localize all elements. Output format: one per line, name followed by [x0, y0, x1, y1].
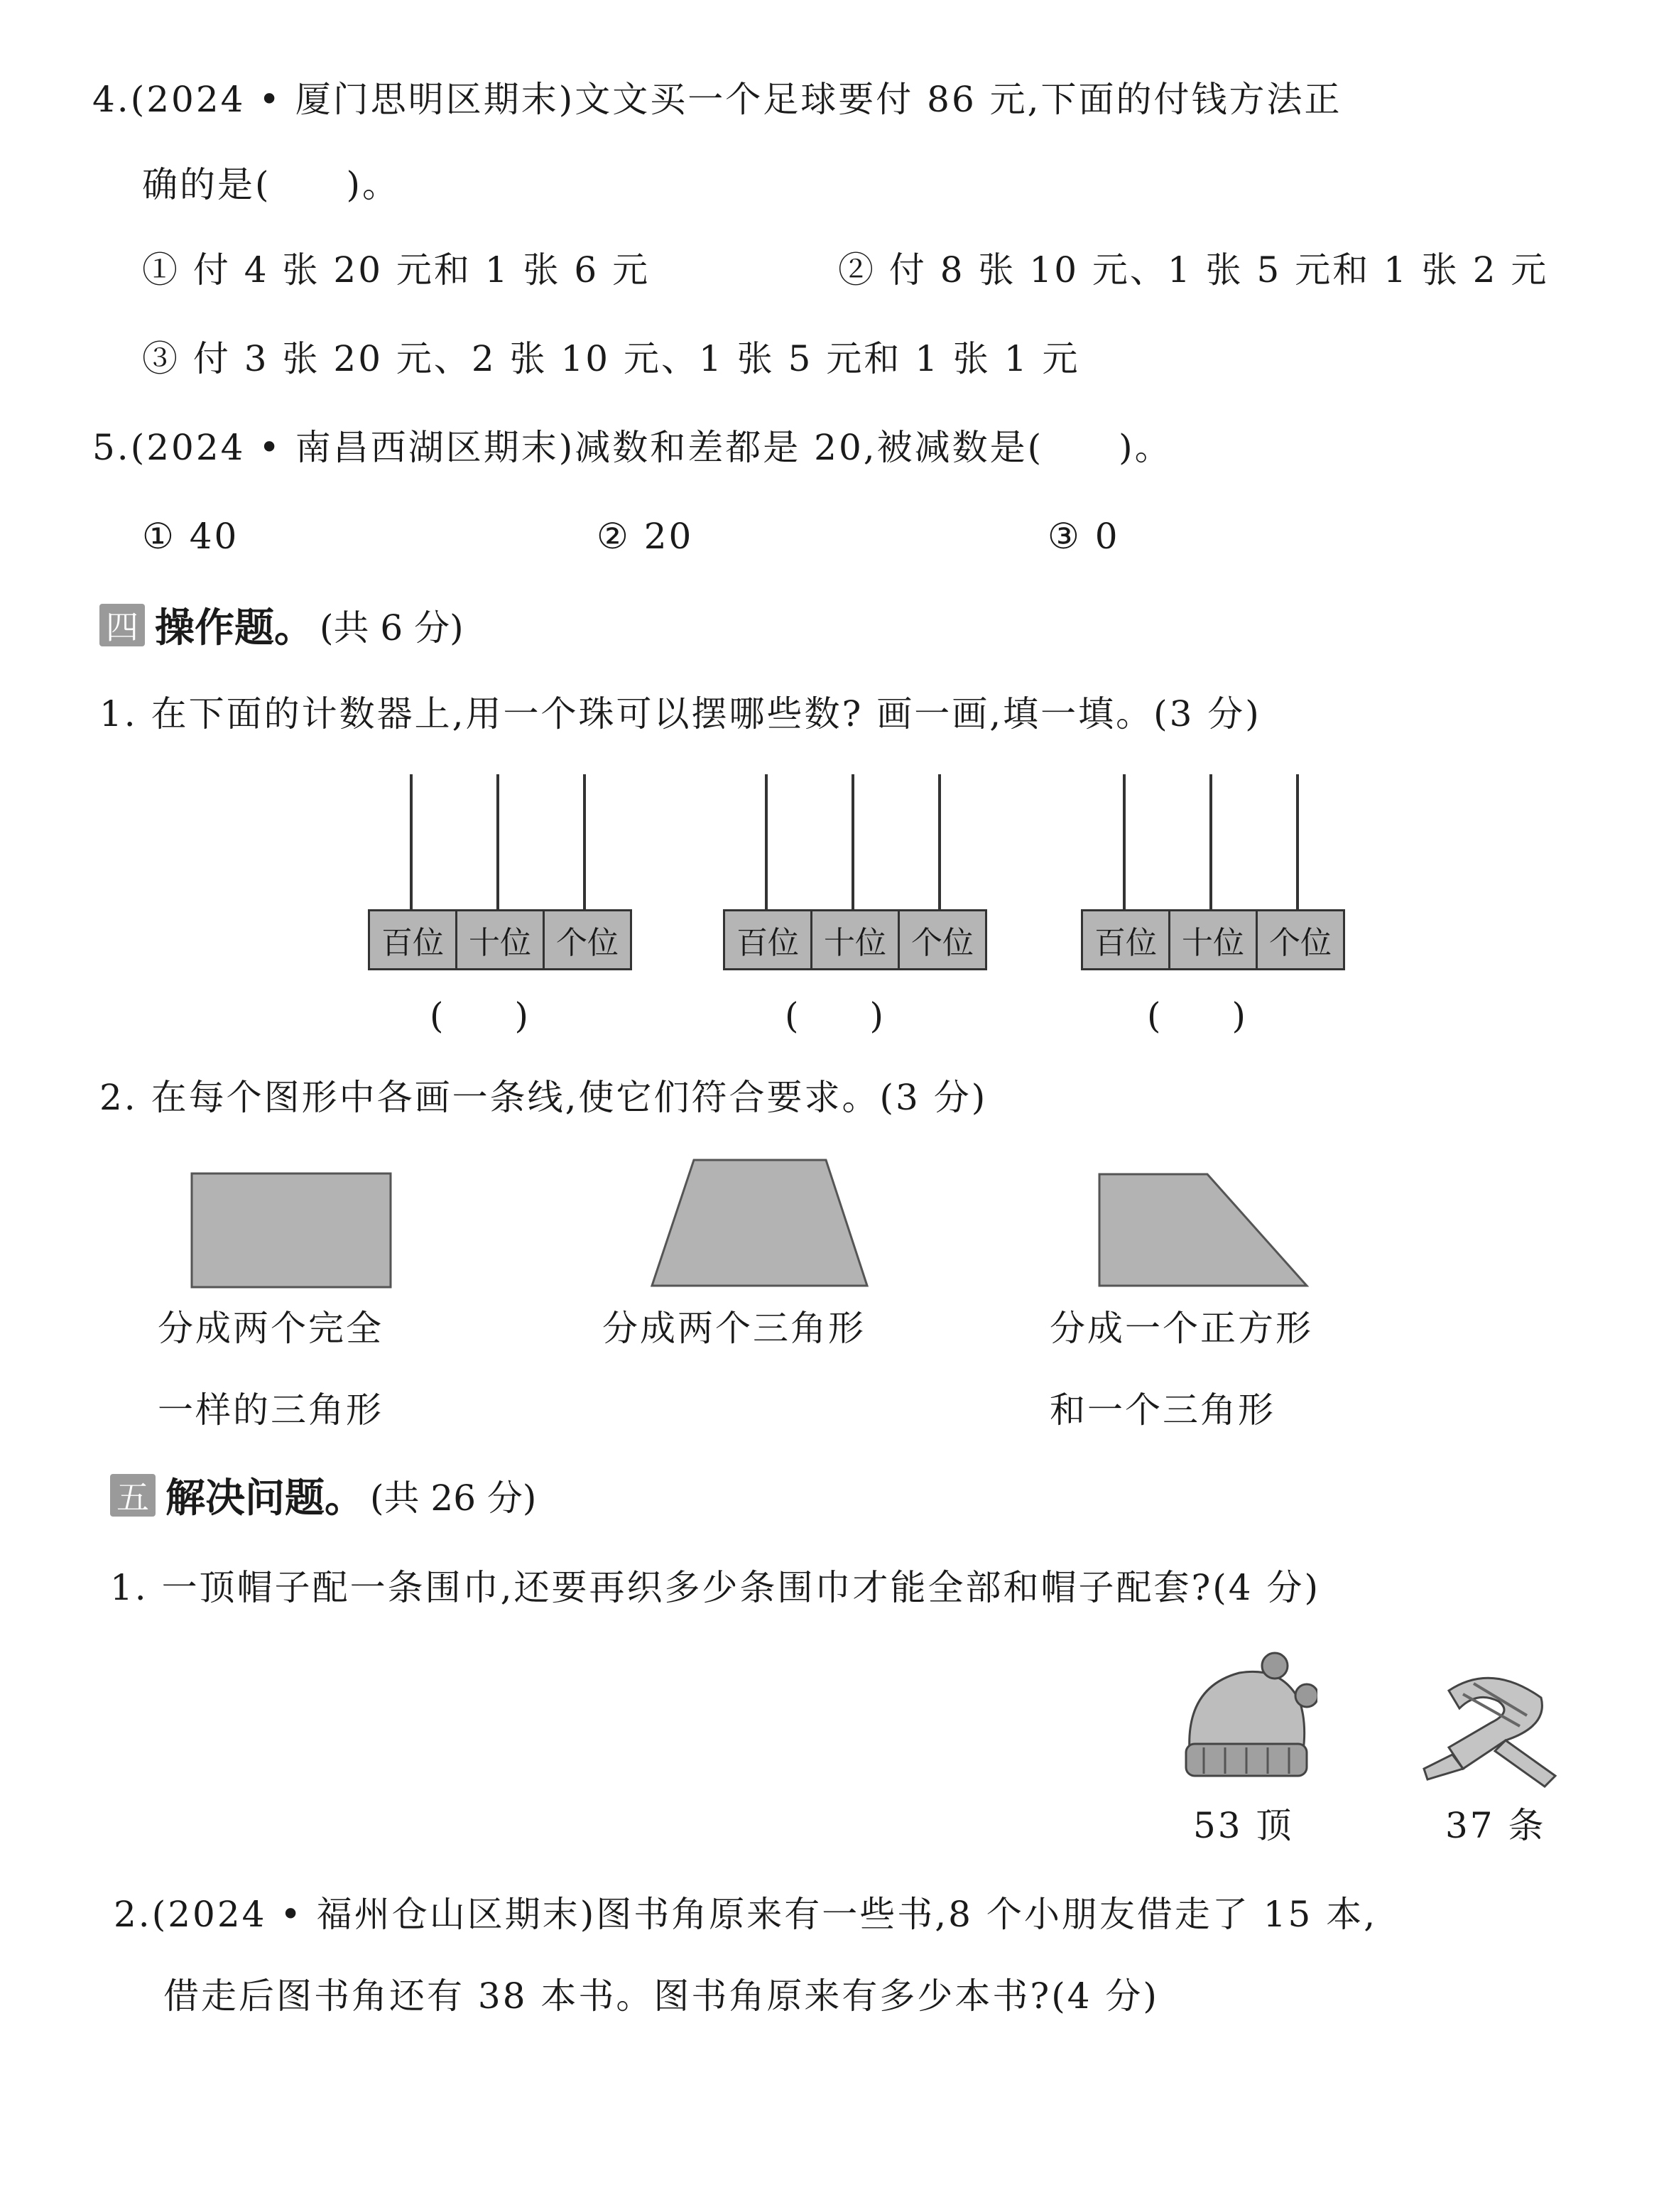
- tens-label: 十位: [812, 911, 900, 968]
- hundreds-label: 百位: [725, 911, 812, 968]
- counter-base: [368, 909, 632, 970]
- shape1-caption-2: 一样的三角形: [158, 1389, 384, 1431]
- q5-option-3: ③ 0: [1048, 516, 1120, 557]
- rod: [583, 774, 586, 909]
- s5-q2-line1: 2.(2024 • 福州仓山区期末)图书角原来有一些书,8 个小朋友借走了 15 本,: [114, 1894, 1378, 1935]
- rod: [496, 774, 499, 909]
- rod: [1209, 774, 1212, 909]
- right-trapezoid-shape[interactable]: [1097, 1172, 1310, 1289]
- rod: [1123, 774, 1126, 909]
- section-5-badge: 五: [110, 1474, 156, 1517]
- hundreds-label: 百位: [1083, 911, 1170, 968]
- ones-label: 个位: [556, 925, 619, 961]
- ones-label: 个位: [911, 925, 974, 961]
- hat-count: 53 顶: [1193, 1805, 1294, 1846]
- ones-label: 个位: [1269, 925, 1332, 961]
- tens-label: 十位: [457, 911, 545, 968]
- answer-blank-3[interactable]: ( ): [1147, 995, 1246, 1036]
- shape1-caption-1: 分成两个完全: [158, 1308, 384, 1349]
- s4-q2-text: 2. 在每个图形中各画一条线,使它们符合要求。(3 分): [99, 1077, 988, 1118]
- counter-2: [723, 774, 986, 973]
- rod: [938, 774, 941, 909]
- shape3-caption-1: 分成一个正方形: [1050, 1308, 1313, 1349]
- q5-option-1: ① 40: [142, 516, 239, 557]
- trapezoid-shape[interactable]: [650, 1158, 870, 1289]
- q4-line2: 确的是( )。: [142, 164, 401, 205]
- section-4-points: (共 6 分): [320, 607, 464, 649]
- counter-base: [723, 909, 987, 970]
- answer-blank-1[interactable]: ( ): [430, 995, 529, 1036]
- counter-3: [1081, 774, 1344, 973]
- q4-option-3: ③ 付 3 张 20 元、2 张 10 元、1 张 5 元和 1 张 1 元: [142, 338, 1080, 379]
- q5-line1: 5.(2024 • 南昌西湖区期末)减数和差都是 20,被减数是( )。: [92, 427, 1173, 468]
- rod: [1296, 774, 1299, 909]
- rod: [852, 774, 854, 909]
- tens-label: 十位: [1170, 911, 1258, 968]
- s4-q1-text: 1. 在下面的计数器上,用一个珠可以摆哪些数? 画一画,填一填。(3 分): [99, 693, 1261, 734]
- q5-option-2: ② 20: [597, 516, 694, 557]
- section-4-title: 操作题。: [155, 605, 314, 651]
- answer-blank-2[interactable]: ( ): [785, 995, 884, 1036]
- scarf-icon: [1420, 1662, 1562, 1790]
- shape2-caption-1: 分成两个三角形: [602, 1308, 866, 1349]
- q4-option-2: ② 付 8 张 10 元、1 张 5 元和 1 张 2 元: [838, 249, 1549, 291]
- q4-line1: 4.(2024 • 厦门思明区期末)文文买一个足球要付 86 元,下面的付钱方法正: [92, 79, 1342, 120]
- section-5-title: 解决问题。: [165, 1475, 364, 1522]
- shape3-caption-2: 和一个三角形: [1050, 1389, 1275, 1431]
- section-5-points: (共 26 分): [370, 1478, 537, 1519]
- scarf-count: 37 条: [1445, 1805, 1546, 1846]
- section-5-header: [110, 1470, 536, 1520]
- rod: [765, 774, 768, 909]
- section-4-badge: 四: [99, 604, 145, 646]
- rectangle-shape[interactable]: [190, 1172, 393, 1289]
- counter-1: [368, 774, 631, 973]
- section-4-header: [99, 600, 464, 650]
- q4-option-1: ① 付 4 张 20 元和 1 张 6 元: [142, 249, 651, 291]
- hat-icon: [1175, 1644, 1317, 1787]
- hundreds-label: 百位: [370, 911, 457, 968]
- rod: [410, 774, 413, 909]
- s5-q1-text: 1. 一顶帽子配一条围巾,还要再织多少条围巾才能全部和帽子配套?(4 分): [110, 1567, 1321, 1608]
- counter-base: [1081, 909, 1345, 970]
- s5-q2-line2: 借走后图书角还有 38 本书。图书角原来有多少本书?(4 分): [163, 1975, 1159, 2017]
